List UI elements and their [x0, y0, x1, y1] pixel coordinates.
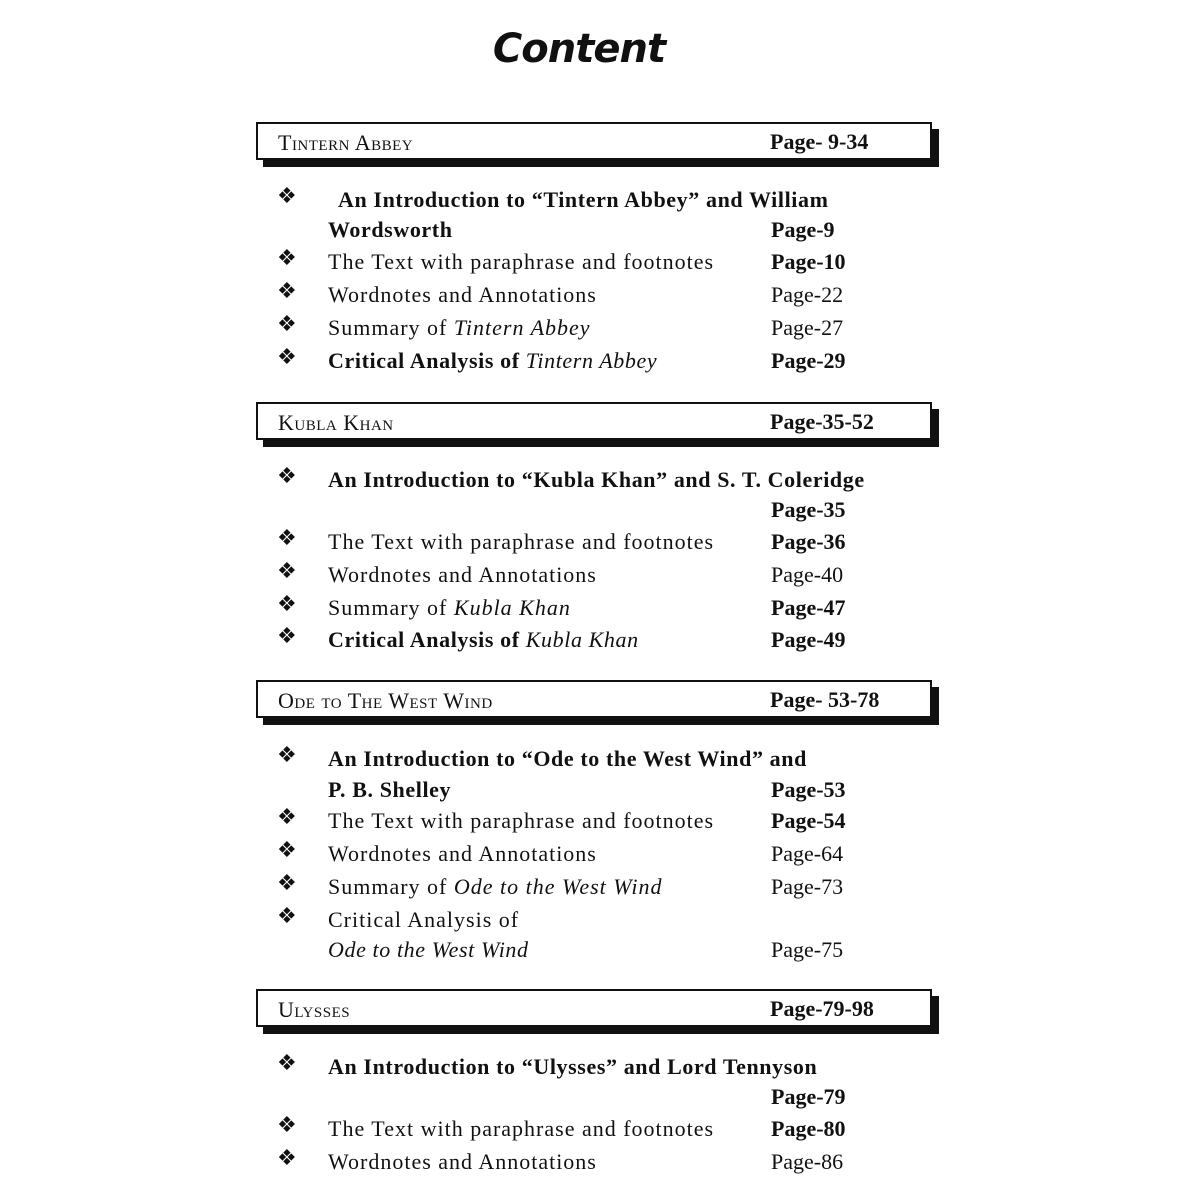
toc-entry-italic-title: Tintern Abbey: [525, 348, 658, 373]
section-page-range: Page-35-52: [770, 409, 874, 434]
section-header-tintern-abbey: [256, 122, 932, 160]
toc-entry-page: Page-80: [771, 1116, 846, 1141]
four-diamond-bullet-icon: ❖: [277, 246, 297, 271]
toc-entry-page: Page-54: [771, 808, 846, 833]
toc-entry-italic-title: [328, 937, 529, 962]
toc-entry-page: Page-73: [771, 874, 844, 899]
four-diamond-bullet-icon: ❖: [277, 184, 297, 209]
toc-entry-page: Page-22: [771, 282, 844, 307]
four-diamond-bullet-icon: ❖: [277, 464, 297, 489]
toc-entry-page: Page-35: [771, 497, 846, 522]
toc-entry-intro-line1: An Introduction to “Ulysses” and Lord Tennyson: [328, 1054, 818, 1079]
toc-entry-text: Wordnotes and Annotations: [328, 841, 597, 866]
toc-entry-page: Page-40: [771, 562, 844, 587]
toc-entry-prefix: Summary of: [328, 315, 454, 340]
four-diamond-bullet-icon: ❖: [277, 1051, 297, 1076]
toc-entry-text: [328, 595, 571, 620]
section-header-ulysses: [256, 989, 932, 1027]
four-diamond-bullet-icon: ❖: [277, 1113, 297, 1138]
toc-entry-italic-title: Tintern Abbey: [453, 315, 591, 340]
toc-entry-prefix: Summary of: [328, 595, 454, 620]
toc-entry-italic-title: Ode to the West Wind: [453, 874, 663, 899]
four-diamond-bullet-icon: ❖: [277, 312, 297, 337]
four-diamond-bullet-icon: ❖: [277, 526, 297, 551]
toc-entry-page: Page-86: [771, 1149, 844, 1174]
section-page-range: Page-79-98: [770, 996, 874, 1021]
four-diamond-bullet-icon: ❖: [277, 805, 297, 830]
toc-entry-prefix: Summary of: [328, 874, 454, 899]
toc-entry-page: Page-36: [771, 529, 846, 554]
toc-entry-prefix: Critical Analysis of: [328, 348, 526, 373]
toc-entry-page: Page-47: [771, 595, 846, 620]
toc-entry-text: Wordnotes and Annotations: [328, 1149, 597, 1174]
section-header-ode-west-wind: [256, 680, 932, 718]
toc-entry-page: Page-53: [771, 777, 846, 802]
toc-entry-prefix: Critical Analysis of: [328, 627, 526, 652]
toc-entry-italic-title-text: Ode to the West Wind: [328, 937, 529, 962]
four-diamond-bullet-icon: ❖: [277, 871, 297, 896]
toc-entry-text: [328, 874, 663, 899]
toc-entry-page: Page-27: [771, 315, 844, 340]
four-diamond-bullet-icon: ❖: [277, 904, 297, 929]
four-diamond-bullet-icon: ❖: [277, 1146, 297, 1171]
toc-entry-intro-line2: P. B. Shelley: [328, 777, 452, 802]
four-diamond-bullet-icon: ❖: [277, 743, 297, 768]
toc-entry-text: The Text with paraphrase and footnotes: [328, 529, 715, 554]
toc-entry-text: The Text with paraphrase and footnotes: [328, 249, 715, 274]
toc-entry-text: The Text with paraphrase and footnotes: [328, 808, 715, 833]
toc-entry-text: [328, 348, 657, 373]
toc-entry-text: [328, 315, 591, 340]
toc-entry-text: Wordnotes and Annotations: [328, 562, 597, 587]
toc-entry-page: Page-10: [771, 249, 846, 274]
section-title: Kubla Khan: [278, 410, 394, 435]
four-diamond-bullet-icon: ❖: [277, 279, 297, 304]
toc-entry-page: Page-9: [771, 217, 835, 242]
toc-entry-text: Critical Analysis of: [328, 907, 520, 932]
toc-entry-page: Page-79: [771, 1084, 846, 1109]
toc-entry-text: Wordnotes and Annotations: [328, 282, 597, 307]
toc-entry-intro-line1: An Introduction to “Ode to the West Wind” and: [328, 746, 807, 771]
four-diamond-bullet-icon: ❖: [277, 624, 297, 649]
toc-entry-page: Page-75: [771, 937, 844, 962]
four-diamond-bullet-icon: ❖: [277, 345, 297, 370]
four-diamond-bullet-icon: ❖: [277, 559, 297, 584]
section-title: Tintern Abbey: [278, 130, 414, 155]
page-title: Content: [492, 26, 666, 72]
toc-entry-page: Page-29: [771, 348, 846, 373]
section-header-kubla-khan: [256, 402, 932, 440]
toc-entry-intro-line2: Wordsworth: [328, 217, 453, 242]
toc-entry-italic-title: Kubla Khan: [453, 595, 571, 620]
section-page-range: Page- 9-34: [770, 129, 869, 154]
four-diamond-bullet-icon: ❖: [277, 592, 297, 617]
toc-entry-text: The Text with paraphrase and footnotes: [328, 1116, 715, 1141]
toc-entry-italic-title: Kubla Khan: [525, 627, 639, 652]
toc-entry-text: [328, 627, 639, 652]
section-title: Ulysses: [278, 997, 351, 1022]
section-title: Ode to The West Wind: [278, 688, 493, 713]
toc-entry-page: Page-64: [771, 841, 844, 866]
four-diamond-bullet-icon: ❖: [277, 838, 297, 863]
section-page-range: Page- 53-78: [770, 687, 880, 712]
toc-entry-intro-line1: An Introduction to “Kubla Khan” and S. T. Coleridge: [328, 467, 865, 492]
toc-entry-intro-line1: An Introduction to “Tintern Abbey” and William: [338, 187, 829, 212]
toc-entry-page: Page-49: [771, 627, 846, 652]
